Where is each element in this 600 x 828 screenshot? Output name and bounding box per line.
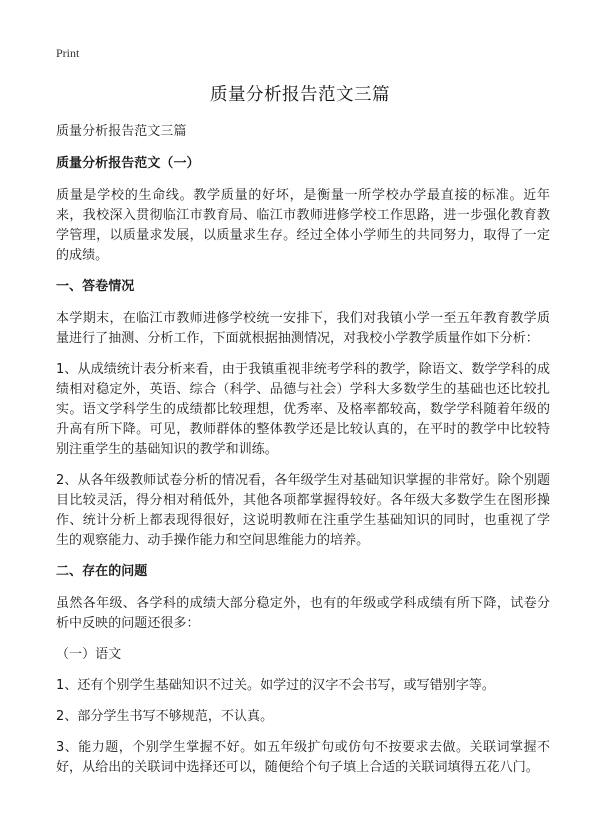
- intro-paragraph: 质量是学校的生命线。教学质量的好坏，是衡量一所学校办学最直接的标准。近年来，我校深入贯彻临江市教育局、临江市教师进修学校工作思路，进一步强化教育教学管理，以质量求发展，以质量求生存。经过全体小学师生的共同努力，取得了一定的成绩。: [56, 188, 550, 263]
- paragraph: 虽然各年级、各学科的成绩大部分稳定外，也有的年级或学科成绩有所下降，试卷分析中反映的问题还很多：: [56, 596, 550, 631]
- heading-answer-status: 一、答卷情况: [56, 279, 135, 294]
- paragraph: 本学期末，在临江市教师进修学校统一安排下，我们对我镇小学一至五年教育教学质量进行了抽测、分析工作，下面就根据抽测情况，对我校小学教学质量作如下分析：: [56, 311, 550, 346]
- document-body: [56, 122, 550, 789]
- document-subtitle: 质量分析报告范文三篇: [56, 124, 187, 139]
- paragraph: 2、从各年级教师试卷分析的情况看，各年级学生对基础知识掌握的非常好。除个别题目比较灵活，得分相对稍低外，其他各项都掌握得较好。各年级大多数学生在图形操作、统计分析上都表现得很好，这说明教师在注重学生基础知识的同时，也重视了学生的观察能力、动手操作能力和空间思维能力的培养。: [56, 473, 550, 548]
- print-label: Print: [56, 46, 80, 60]
- sub-heading-chinese: （一）语文: [56, 647, 122, 662]
- section-title: 质量分析报告范文（一）: [56, 156, 200, 171]
- list-item: 2、部分学生书写不够规范，不认真。: [56, 709, 274, 724]
- heading-problems: 二、存在的问题: [56, 564, 148, 579]
- paragraph: 1、从成绩统计表分析来看，由于我镇重视非统考学科的教学，除语文、数学学科的成绩相对稳定外，英语、综合（科学、品德与社会）学科大多数学生的基础也还比较扎实。语文学科学生的成绩都比较理想，优秀率、及格率都较高，数学学科随着年级的升高有所下降。可见，教师群体的整体教学还是比较认真的，在平时的教学中比较特别注重学生的基础知识的教学和训练。: [56, 362, 550, 457]
- page-title: 质量分析报告范文三篇: [210, 85, 390, 105]
- list-item: 1、还有个别学生基础知识不过关。如学过的汉字不会书写，或写错别字等。: [56, 678, 495, 693]
- list-item: 3、能力题，个别学生掌握不好。如五年级扩句或仿句不按要求去做。关联词掌握不好，从给出的关联词中选择还可以，随便给个句子填上合适的关联词填得五花八门。: [56, 740, 550, 775]
